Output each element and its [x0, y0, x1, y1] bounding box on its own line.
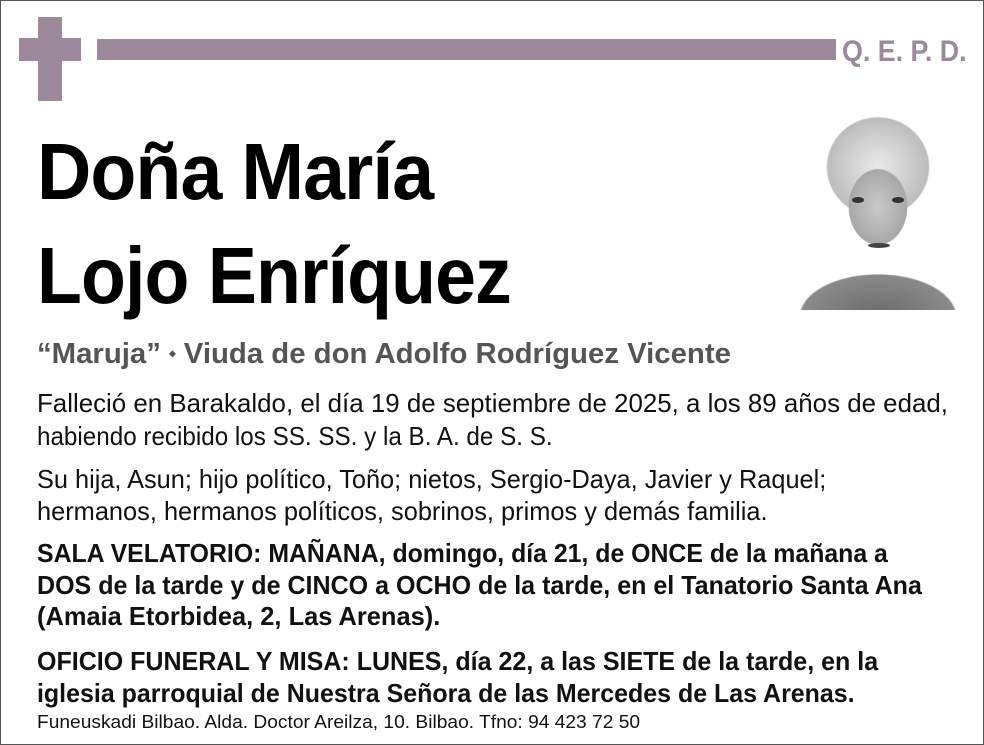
name-line-2: Lojo Enríquez — [37, 231, 511, 320]
funeral-line-2: iglesia parroquial de Nuestra Señora de las Mercedes de Las Arenas. — [37, 678, 855, 708]
family-line-2: hermanos, hermanos políticos, sobrinos, primos y demás familia. — [37, 496, 768, 526]
photo-eye — [892, 197, 904, 203]
wake-line-1: SALA VELATORIO: MAÑANA, domingo, día 21, de ONCE de la mañana a — [37, 538, 888, 568]
wake-line-3: (Amaia Etorbidea, 2, Las Arenas). — [37, 601, 441, 631]
header-bar — [97, 39, 836, 60]
funeral-home-footer: Funeuskadi Bilbao. Alda. Doctor Areilza, 10. Bilbao. Tfno: 94 423 72 50 — [37, 712, 641, 732]
funeral-line-1: OFICIO FUNERAL Y MISA: LUNES, día 22, a las SIETE de la tarde, en la — [37, 646, 879, 676]
diamond-separator-icon: ⬩ — [169, 343, 176, 363]
cross-icon-arm — [19, 38, 81, 61]
subtitle — [37, 340, 731, 369]
nickname: “Maruja” — [37, 338, 161, 370]
photo-eye — [852, 197, 864, 203]
family-line-1: Su hija, Asun; hijo político, Toño; nietos, Sergio-Daya, Javier y Raquel; — [37, 464, 827, 494]
wake-line-2: DOS de la tarde y de CINCO a OCHO de la tarde, en el Tanatorio Santa Ana — [37, 570, 922, 600]
photo-mouth — [868, 243, 890, 248]
death-line-2: habiendo recibido los SS. SS. y la B. A. de S. S. — [37, 421, 553, 451]
death-line-1: Falleció en Barakaldo, el día 19 de septiembre de 2025, a los 89 años de edad, — [37, 388, 948, 418]
qepd-label: Q. E. P. D. — [842, 35, 967, 68]
deceased-photo — [790, 97, 967, 310]
name-line-1: Doña María — [37, 127, 434, 216]
widow-of: Viuda de don Adolfo Rodríguez Vicente — [183, 338, 731, 370]
